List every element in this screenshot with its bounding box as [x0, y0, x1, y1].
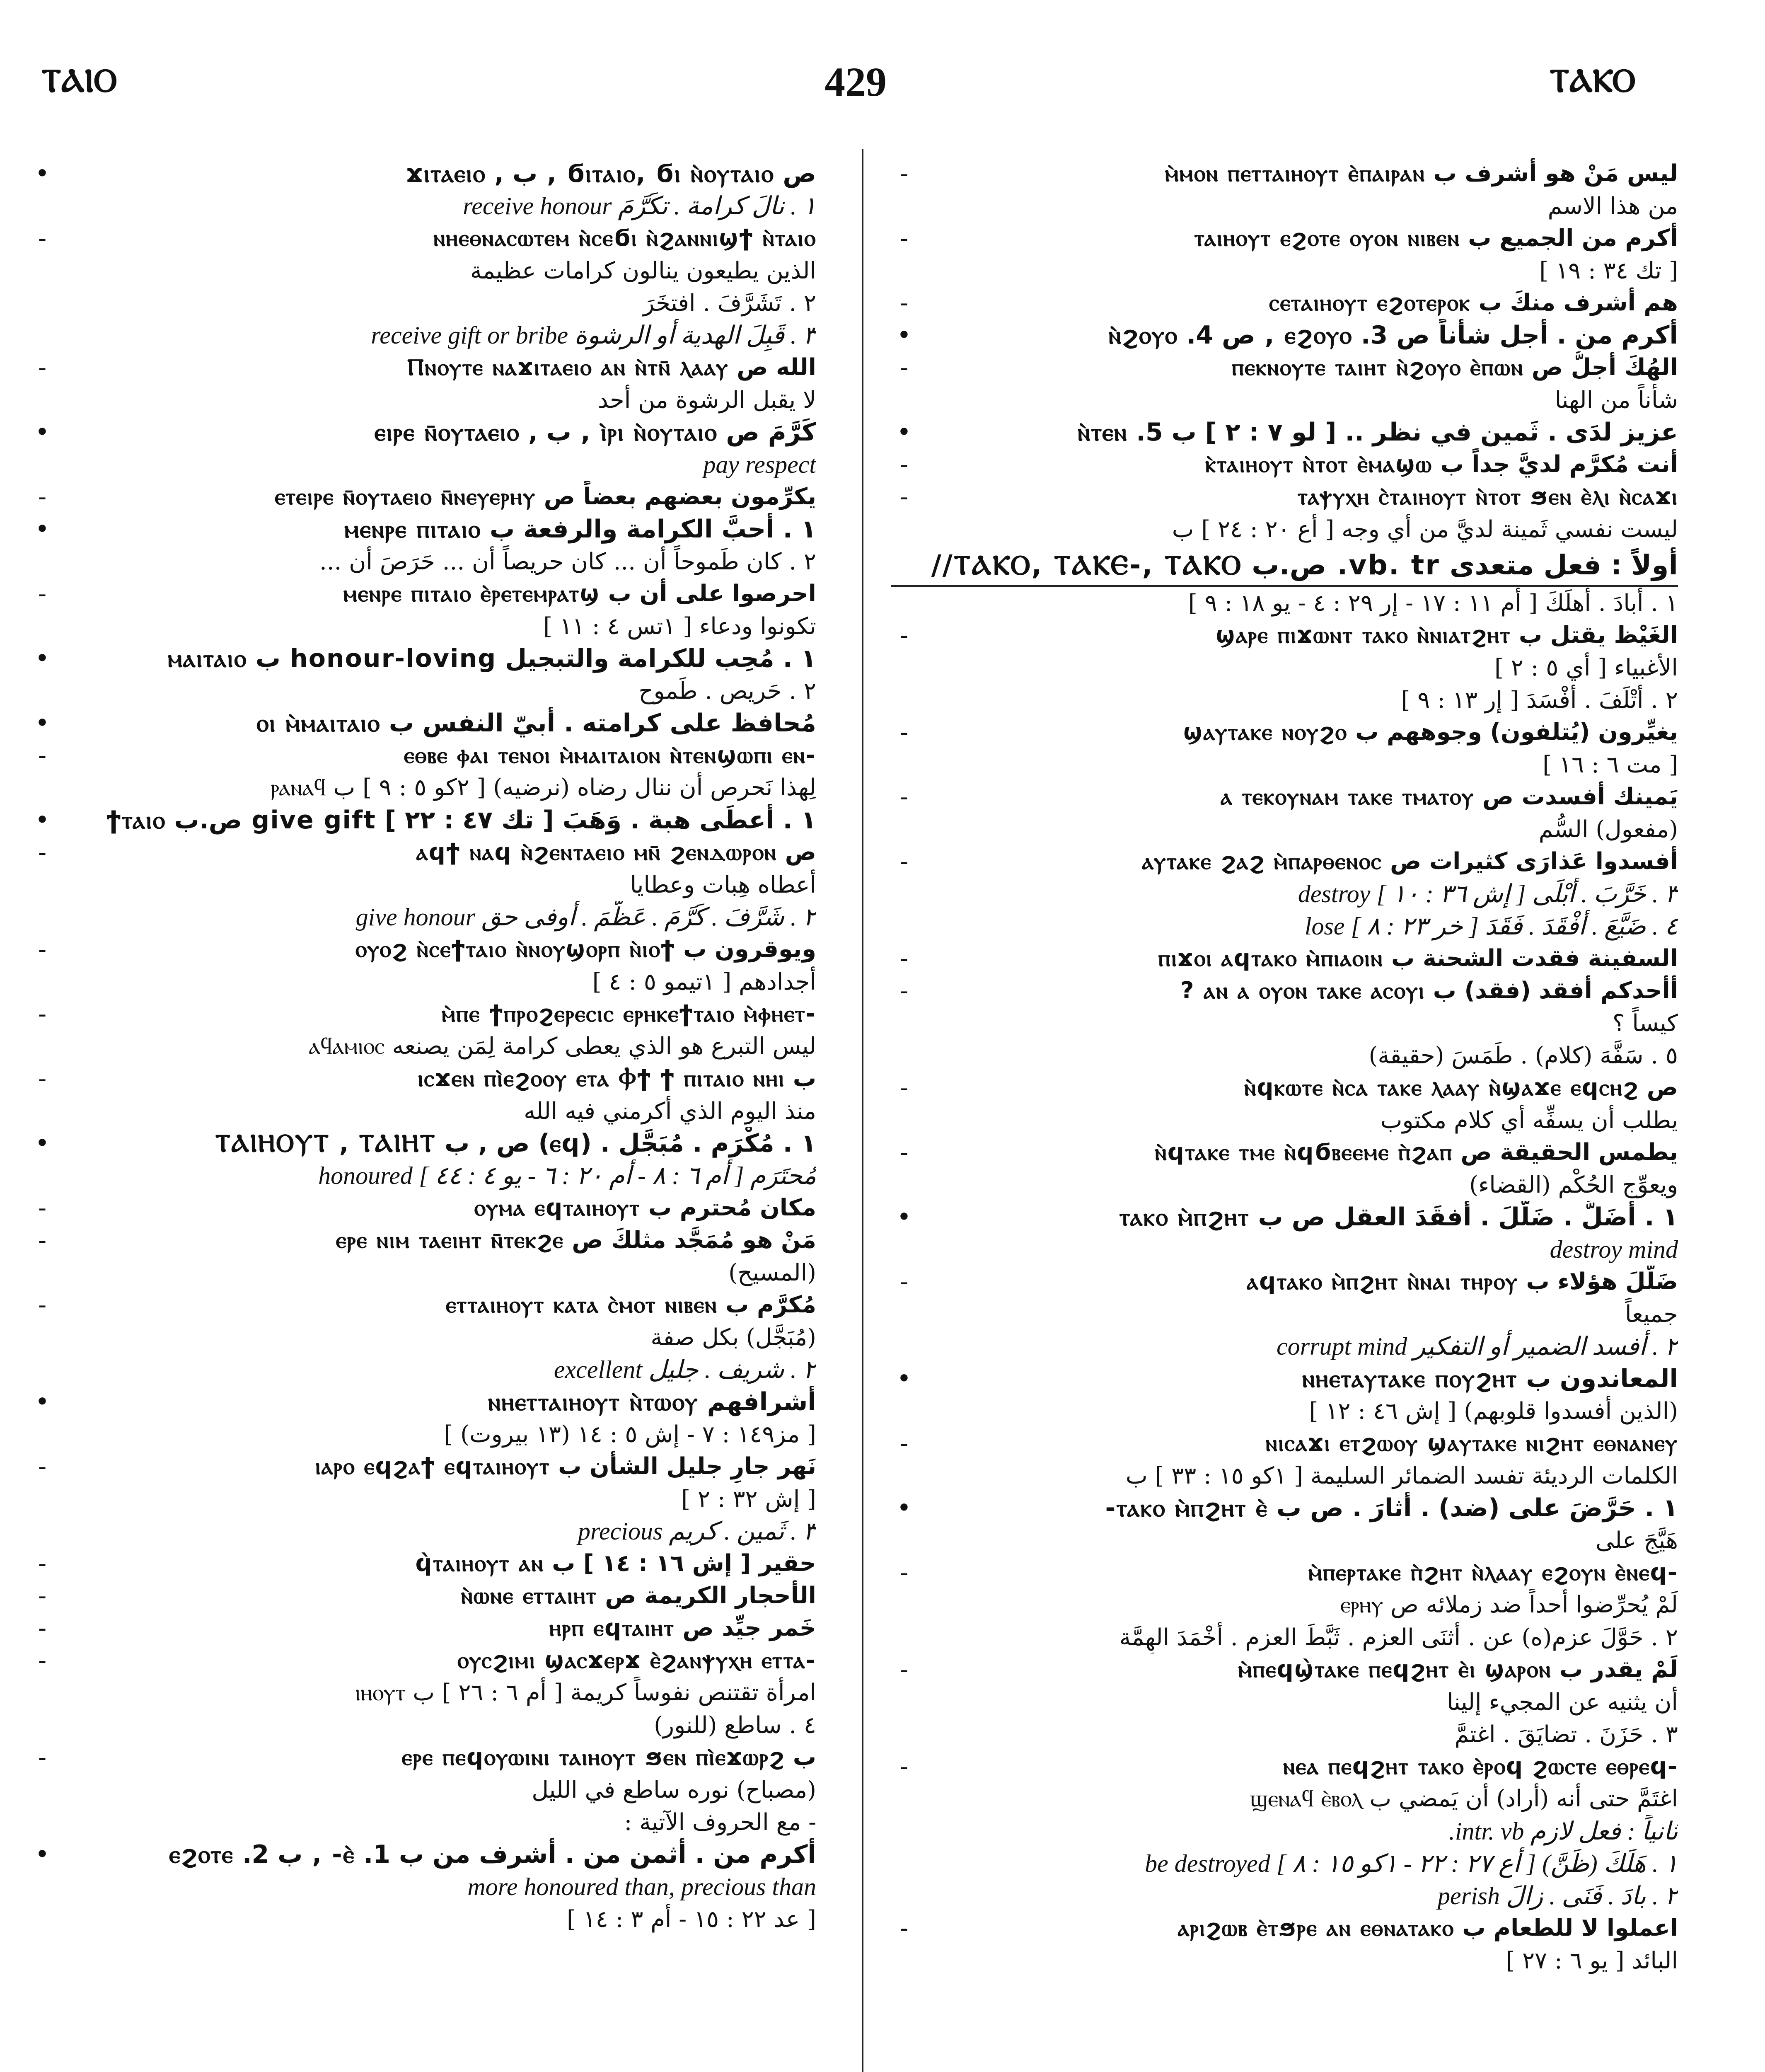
dictionary-line-entry [891, 1201, 1678, 1233]
dictionary-line-sub [29, 578, 816, 610]
dictionary-line-gloss [891, 1718, 1678, 1750]
dictionary-line-sub [891, 448, 1678, 481]
dictionary-line-entry [29, 513, 816, 545]
dictionary-line-entry [891, 416, 1678, 448]
dictionary-line-entry [891, 319, 1678, 351]
entry-bullet: • [897, 1493, 912, 1523]
dictionary-line-gloss [891, 651, 1678, 684]
line-text: أكرم من الجميع ب ⲧⲁⲓⲏⲟⲩⲧ ⲉϩⲟⲧⲉ ⲟⲩⲟⲛ ⲛⲓⲃⲉⲛ [1194, 225, 1678, 252]
line-text: عزيز لدَى . ثَمين في نظر .. [ لو ٧ : ٢ ] ب 5. ⲛ̀ⲧⲉⲛ [1077, 418, 1678, 447]
dictionary-line-gloss [891, 513, 1678, 545]
entry-bullet: • [35, 806, 50, 835]
line-text: مَنْ هو مُمَجَّد مثلكَ ص ⲉⲣⲉ ⲛⲓⲙ ⲧⲁⲉⲓⲏⲧ ⲛ̄ⲧⲉⲕϩⲉ [336, 1227, 816, 1254]
line-text: ٢ . بادَ . فَنَى . زالَ perish [1438, 1882, 1678, 1910]
dictionary-line-gloss [891, 1039, 1678, 1072]
dictionary-line-gloss [891, 587, 1678, 619]
dictionary-line-entry [29, 416, 816, 448]
line-text: أأحدكم أفقد (فقد) ب ⲁⲛ ⲁ ⲟⲩⲟⲛ ⲧⲁⲕⲉ ⲁⲥⲟⲩⲓ ? [1180, 977, 1678, 1004]
dictionary-line-gloss [29, 1806, 816, 1838]
line-text: ضَلَّلَ هؤلاء ب ⲁϥⲧⲁⲕⲟ ⲙ̀ⲡϩⲏⲧ ⲛ̀ⲛⲁⲓ ⲧⲏⲣⲟⲩ [1247, 1268, 1678, 1295]
line-text: ليس التبرع هو الذي يعطى كرامة لِمَن يصنعه ⲁϥⲁⲙⲓⲟⲥ [309, 1033, 816, 1060]
line-text: ١ . أبادَ . أهلَكَ [ أم ١١ : ١٧ - إر ٢٩ : ٤ - يو ١٨ : ٩ ] [1188, 589, 1678, 617]
line-text: ٤ . ساطع (للنور) [654, 1711, 816, 1739]
dictionary-line-en [891, 1330, 1678, 1363]
line-text: الهُكَ أجلُّ ص ⲡⲉⲕⲛⲟⲩⲧⲉ ⲧⲁⲓⲏⲧ ⲛ̀ϩⲟⲩⲟ ⲉ̀ⲡⲱⲛ [1231, 354, 1678, 381]
line-text: الكلمات الرديئة تفسد الضمائر السليمة [ ١كو ١٥ : ٣٣ ] ب [1125, 1462, 1678, 1489]
line-text: (الذين أفسدوا قلوبهم) [ إش ٤٦ : ١٢ ] [1309, 1397, 1678, 1425]
line-text: ١ . أعطَى هبة . وَهَبَ [ تك ٤٧ : ٢٢ ] give gift ص.ب ϯⲧⲁⲓⲟ [106, 806, 816, 835]
dictionary-line-sub [29, 1547, 816, 1580]
dictionary-line-sub [29, 1741, 816, 1774]
sub-entry-dash: - [38, 353, 47, 382]
line-text: أكرم من . أجل شأناً ص 3. ⲉϩⲟⲩⲟ , ص 4. ⲛ̀ϩⲟⲩⲟ [1108, 321, 1678, 350]
entry-bullet: • [35, 1840, 50, 1869]
entry-bullet: • [35, 515, 50, 544]
dictionary-line-gloss [891, 1589, 1678, 1621]
dictionary-line-sub [29, 1450, 816, 1483]
line-text: امرأة تقتنص نفوساً كريمة [ أم ٦ : ٢٦ ] ب ⲓⲏⲟⲩⲧ [355, 1679, 816, 1706]
line-text: الأحجار الكريمة ص ⲛ̀ⲱⲛⲉ ⲉⲧⲧⲁⲓⲏⲧ [461, 1582, 816, 1609]
line-text: اغتَمَّ حتى أنه (أراد) أن يَمضي ب ϣⲉⲛⲁϥ ⲉ̀ⲃⲟⲗ [1250, 1785, 1678, 1812]
dictionary-line-gloss [29, 610, 816, 642]
line-text: البائد [ يو ٦ : ٢٧ ] [1506, 1947, 1678, 1974]
line-text: هَيَّجَ على [1595, 1527, 1678, 1554]
dictionary-line-gloss [891, 1783, 1678, 1815]
line-text: ⲛⲓⲥⲁϫⲓ ⲉⲧϩⲱⲟⲩ ϣⲁⲩⲧⲁⲕⲉ ⲛⲓϩⲏⲧ ⲉⲑⲛⲁⲛⲉⲩ [1265, 1430, 1678, 1457]
dictionary-line-sub [891, 1556, 1678, 1589]
line-text: ٤ . ضَيَّعَ . أفْقَدَ . فَقَدَ [ خر ٢٣ : ٨ ] lose [1304, 913, 1678, 940]
dictionary-line-sub [29, 1224, 816, 1256]
sub-entry-dash: - [38, 1614, 47, 1643]
dictionary-line-entry [29, 642, 816, 675]
line-text: أجدادهم [ ١تيمو ٥ : ٤ ] [592, 968, 816, 995]
line-text: المعاندون ب ⲛⲏⲉⲧⲁⲩⲧⲁⲕⲉ ⲡⲟⲩϩⲏⲧ [1302, 1364, 1678, 1393]
line-text: ٥ . سَفَّهَ (كلام) . طَمَسَ (حقيقة) [1368, 1042, 1678, 1069]
dictionary-line-gloss [891, 1104, 1678, 1136]
dictionary-line-entry [29, 1838, 816, 1871]
dictionary-line-sub [29, 998, 816, 1030]
sub-entry-dash: - [38, 935, 47, 964]
line-text: ⲙ̀ⲡⲉ ϯⲡⲣⲟϩⲉⲣⲉⲥⲓⲥ ⲉⲣⲏⲕⲉϯⲧⲁⲓⲟ ⲙ̀ⲫⲏⲉⲧ- [441, 1000, 816, 1027]
sub-entry-dash: - [899, 1429, 909, 1458]
line-text: ب ⲓⲥϫⲉⲛ ⲡⲓ̀ⲉϩⲟⲟⲩ ⲉⲧⲁ Ⲫϯ ϯ ⲡⲓⲧⲁⲓⲟ ⲛⲏⲓ [418, 1065, 816, 1092]
dictionary-line-en [29, 1871, 816, 1903]
dictionary-line-gloss [29, 1095, 816, 1127]
line-text: جميعاً [1625, 1300, 1678, 1328]
sub-entry-dash: - [899, 976, 909, 1005]
sub-entry-dash: - [899, 944, 909, 973]
dictionary-line-en [891, 1880, 1678, 1912]
line-text: ويعوِّج الحُكْم (القضاء) [1469, 1171, 1678, 1198]
line-text: لَمْ يُحرِّضوا أحداً ضد زملائه ص ⲉⲣⲏⲩ [1340, 1591, 1678, 1618]
line-text: يكرِّمون بعضهم بعضاً ص ⲉⲧⲉⲓⲣⲉ ⲛ̄ⲟⲩⲧⲁⲉⲓⲟ ⲛ̄ⲛⲉⲩⲉⲣⲏⲩ [275, 483, 816, 510]
column-divider [862, 149, 863, 2072]
line-text: يطمس الحقيقة ص ⲛ̀ϥⲧⲁⲕⲉ ⲧⲙⲉ ⲛ̀ϥϭⲃⲉⲉⲙⲉ ⲡ̀ϩⲁⲡ [1155, 1139, 1678, 1166]
dictionary-line-gloss [891, 684, 1678, 716]
dictionary-line-sub [891, 1427, 1678, 1460]
sub-entry-dash: - [38, 1646, 47, 1675]
dictionary-line-sub [29, 1192, 816, 1224]
entry-bullet: • [897, 1203, 912, 1232]
dictionary-line-sub [891, 845, 1678, 878]
dictionary-line-gloss [29, 1903, 816, 1935]
sub-entry-dash: - [38, 1743, 47, 1772]
line-text: ٢ . كان طَموحاً أن ... كان حريصاً أن ... حَرَصَ أن ... [319, 548, 816, 575]
dictionary-line-sub [891, 351, 1678, 384]
dictionary-line-gloss [29, 1321, 816, 1353]
line-text: ⲛⲏⲉⲑⲛⲁⲥⲱⲧⲉⲙ ⲛ̀ⲥⲉϭⲓ ⲛ̀ϩⲁⲛⲛⲓϣϯ ⲛ̀ⲧⲁⲓⲟ [433, 225, 816, 252]
line-text: ٢ . تَشَرَّفَ . افتخَرَ [643, 289, 816, 317]
line-text: ٢ . شريف . جليل excellent [554, 1356, 816, 1383]
line-text: مُحتَرَم [ أم ٦ : ٨ - أم ٢٠ : ٦ - يو ٤ : ٤٤ ] honoured [318, 1162, 816, 1189]
dictionary-line-sub [891, 1072, 1678, 1104]
sub-entry-dash: - [899, 1138, 909, 1167]
sub-entry-dash: - [899, 450, 909, 479]
sub-entry-dash: - [899, 1655, 909, 1684]
line-text: ٣ . حَزَنَ . تضايَقَ . اغتمَّ [1454, 1721, 1678, 1748]
line-text: (مُبَجَّل) بكل صفة [650, 1324, 816, 1351]
dictionary-line-gloss [29, 772, 816, 804]
dictionary-line-gloss [891, 748, 1678, 781]
line-text: كَرَّمَ ص ⲓ̀ⲣⲓ ⲛ̀ⲟⲩⲧⲁⲓⲟ , ب , ⲉⲓⲣⲉ ⲛ̄ⲟⲩⲧⲁⲉⲓⲟ [374, 418, 816, 447]
sub-entry-dash: - [899, 224, 909, 253]
dictionary-line-sub [29, 1063, 816, 1095]
line-text: ⲙ̀ⲡⲉⲣⲧⲁⲕⲉ ⲡ̀ϩⲏⲧ ⲛ̀ⲗⲁⲁⲩ ⲉϩⲟⲩⲛ ⲉ̀ⲛⲉϥ- [1308, 1559, 1678, 1586]
sub-entry-dash: - [899, 847, 909, 876]
running-head-right: ⲦⲀⲔⲞ [1550, 62, 1636, 99]
dictionary-line-sub [891, 781, 1678, 813]
dictionary-line-gloss [891, 1944, 1678, 1977]
sub-entry-dash: - [899, 1752, 909, 1781]
line-text: مكان مُحترم ب ⲟⲩⲙⲁ ⲉϥⲧⲁⲓⲏⲟⲩⲧ [474, 1194, 816, 1221]
line-text: - مع الحروف الآتية : [624, 1808, 816, 1836]
dictionary-line-sub [29, 1289, 816, 1321]
dictionary-line-sub [29, 739, 816, 772]
line-text: [ عد ٢٢ : ١٥ - أم ٣ : ١٤ ] [567, 1905, 816, 1933]
dictionary-line-gloss [29, 384, 816, 416]
sub-entry-dash: - [38, 1290, 47, 1319]
dictionary-line-gloss [891, 1621, 1678, 1653]
dictionary-line-entry [29, 157, 816, 190]
dictionary-line-entry [891, 1363, 1678, 1395]
dictionary-line-sub [29, 222, 816, 254]
line-text: ١ . هَلَكَ (ظَنَّ) [ أع ٢٧ : ٢٢ - ١كو ١٥ : ٨ ] be destroyed [1145, 1850, 1678, 1877]
dictionary-line-gloss [29, 287, 816, 319]
entry-bullet: • [35, 159, 50, 188]
line-text: ١ . حَرَّضَ على (ضد) . أثارَ . ص ب ⲧⲁⲕⲟ ⲙ̀ⲡϩⲏⲧ ⲉ̀- [1105, 1493, 1678, 1523]
dictionary-line-gloss [29, 1774, 816, 1806]
dictionary-line-gloss [29, 1418, 816, 1450]
line-text: ليس مَنْ هو أشرف ب ⲙ̀ⲙⲟⲛ ⲡⲉⲧⲧⲁⲓⲏⲟⲩⲧ ⲉ̀ⲡⲁⲓⲣⲁⲛ [1165, 160, 1678, 187]
line-text: [ مز١٤٩ : ٧ - إش ٥ : ١٤ (١٣ بيروت) ] [444, 1421, 816, 1448]
sub-entry-dash: - [899, 482, 909, 511]
line-text: السفينة فقدت الشحنة ب ⲡⲓϫⲟⲓ ⲁϥⲧⲁⲕⲟ ⲙ̀ⲡⲓⲁⲟⲓⲛ [1158, 945, 1678, 972]
line-text: ليست نفسي ثَمينة لديَّ من أي وجه [ أع ٢٠ : ٢٤ ] ب [1172, 516, 1678, 543]
sub-entry-dash: - [38, 482, 47, 511]
line-text: أن يثنيه عن المجيء إلينا [1447, 1688, 1678, 1716]
line-text: ويوقرون ب ⲟⲩⲟϩ ⲛ̀ⲥⲉϯⲧⲁⲓⲟ ⲛ̀ⲛⲟⲩϣⲟⲣⲡ ⲛ̀ⲓⲟϯ [355, 936, 816, 963]
line-text: شأناً من الهنا [1555, 386, 1678, 414]
entry-bullet: • [35, 418, 50, 447]
line-text: حقير [ إش ١٦ : ١٤ ] ب ϥ̀ⲧⲁⲓⲏⲟⲩⲧ ⲁⲛ [415, 1550, 816, 1577]
line-text: ١ . نالَ كرامة . تكَرَّمَ receive honour [463, 192, 816, 220]
dictionary-line-en [29, 319, 816, 351]
dictionary-line-entry [29, 707, 816, 739]
line-text: يطلب أن يسفِّه أي كلام مكتوب [1380, 1106, 1678, 1134]
line-text: ⲉⲑⲃⲉ ⲫⲁⲓ ⲧⲉⲛⲟⲓ ⲙ̀ⲙⲁⲓⲧⲁⲓⲟⲛ ⲛ̀ⲧⲉⲛϣⲱⲡⲓ ⲉⲛ- [404, 742, 816, 769]
line-text: الغَيْظ يقتل ب ϣⲁⲣⲉ ⲡⲓϫⲱⲛⲧ ⲧⲁⲕⲟ ⲛ̀ⲛⲓⲁⲧϩⲏⲧ [1216, 622, 1678, 649]
line-text: ٢ . حَريص . طَموح [638, 677, 816, 704]
line-text: أفسدوا عَذارَى كثيرات ص ⲁⲩⲧⲁⲕⲉ ϩⲁϩ ⲙ̀ⲡⲁⲣⲑⲉⲛⲟⲥ [1142, 848, 1678, 875]
sub-entry-dash: - [899, 353, 909, 382]
line-text: أكرم من . أثمن من . أشرف من ب 1. ⲉ̀- , ب 2. ⲉϩⲟⲧⲉ [169, 1840, 816, 1869]
line-text: مُكرَّم ب ⲉⲧⲧⲁⲓⲏⲟⲩⲧ ⲕⲁⲧⲁ ⲥ̀ⲙⲟⲧ ⲛⲓⲃⲉⲛ [446, 1291, 816, 1318]
entry-bullet: • [897, 321, 912, 350]
line-text: [ إش ٣٢ : ٢ ] [681, 1485, 816, 1513]
entry-bullet: • [35, 1387, 50, 1416]
line-text: أعطاه هِبات وعطايا [630, 871, 816, 898]
dictionary-line-gloss [29, 1709, 816, 1741]
entry-bullet: • [897, 1364, 912, 1393]
line-text: الله ص Ⲡⲛⲟⲩⲧⲉ ⲛⲁϫⲓⲧⲁⲉⲓⲟ ⲁⲛ ⲛ̀ⲧⲛ̄ ⲗⲁⲁⲩ [407, 354, 816, 381]
page-number: 429 [824, 59, 887, 105]
sub-entry-dash: - [38, 741, 47, 770]
left-column [29, 157, 816, 2072]
line-text: أشرافهم ⲛⲏⲉⲧⲧⲁⲓⲏⲟⲩⲧ ⲛ̀ⲧⲱⲟⲩ [488, 1387, 816, 1416]
sub-entry-dash: - [38, 224, 47, 253]
sub-entry-dash: - [38, 1452, 47, 1481]
line-text: more honoured than, precious than [467, 1873, 816, 1900]
dictionary-line-gloss [891, 813, 1678, 845]
dictionary-line-sub [891, 287, 1678, 319]
line-text: لِهذا نَحرص أن ننال رضاه (نرضيه) [ ٢كو ٥ : ٩ ] ب ⲣⲁⲛⲁϥ [271, 774, 816, 801]
dictionary-line-gloss [891, 1007, 1678, 1039]
dictionary-line-gloss [891, 254, 1678, 287]
line-text: منذ اليوم الذي أكرمني فيه الله [524, 1097, 816, 1125]
entry-bullet: • [35, 1129, 50, 1158]
line-text: ٣ . خَرَّبَ . أبْلَى [ إش ٣٦ : ١٠ ] destroy [1298, 880, 1678, 908]
dictionary-line-gloss [891, 384, 1678, 416]
dictionary-line-sub [891, 1136, 1678, 1169]
line-text: (المسيح) [728, 1259, 816, 1286]
line-text: ٢ . حَوَّلَ عزم(ه) عن . أثنَى العزم . ثَبَّطَ العزم . أخْمَدَ الهِمَّة [1119, 1624, 1678, 1651]
sub-entry-dash: - [899, 621, 909, 650]
dictionary-line-gloss [891, 1169, 1678, 1201]
line-text: الأغبياء [ أي ٥ : ٢ ] [1494, 654, 1678, 681]
dictionary-line-sub [891, 1750, 1678, 1783]
sub-entry-dash: - [899, 288, 909, 317]
dictionary-line-en [29, 1159, 816, 1192]
line-text: ثانياً : فعل لازم intr. vb. [1448, 1818, 1678, 1845]
dictionary-line-en [29, 1515, 816, 1547]
line-text: ١ . مُكْرَم . مُبَجَّل . (ⲉϥ) ص , ب ⲦⲀⲒⲎⲞⲨⲦ , ⲦⲀⲒⲎⲦ [215, 1129, 816, 1158]
dictionary-line-entry [29, 1127, 816, 1159]
line-text: ⲟⲩⲥϩⲓⲙⲓ ϣⲁⲥϫⲉⲣϫ ⲉ̀ϩⲁⲛⲯⲩⲭⲏ ⲉⲧⲧⲁ- [457, 1647, 816, 1674]
dictionary-line-sub [29, 481, 816, 513]
dictionary-line-sub [891, 975, 1678, 1007]
dictionary-line-en [891, 1847, 1678, 1880]
line-text: [ مت ٦ : ١٦ ] [1543, 751, 1678, 778]
line-text: احرصوا على أن ب ⲙⲉⲛⲣⲉ ⲡⲓⲧⲁⲓⲟ ⲉ̀ⲣⲉⲧⲉⲙⲣⲁⲧϣ [343, 580, 816, 607]
line-text: تكونوا ودعاء [ ١تس ٤ : ١١ ] [543, 612, 816, 640]
dictionary-line-sub [29, 351, 816, 384]
line-text: يَمينك أفسدت ص ⲁ ⲧⲉⲕⲟⲩⲛⲁⲙ ⲧⲁⲕⲉ ⲧⲙⲁⲧⲟⲩ [1221, 783, 1678, 810]
dictionary-line-entry [29, 804, 816, 836]
dictionary-line-gloss [29, 1256, 816, 1289]
dictionary-line-entry [891, 1492, 1678, 1524]
line-text: [ تك ٣٤ : ١٩ ] [1539, 257, 1678, 284]
dictionary-line-head [891, 545, 1678, 587]
line-text: نَهر جارٍ جليل الشأن ب ⲓⲁⲣⲟ ⲉϥϩⲁϯ ⲉϥⲧⲁⲓⲏⲟⲩⲧ [315, 1453, 816, 1480]
dictionary-line-sub [891, 1653, 1678, 1686]
dictionary-line-en [891, 1233, 1678, 1266]
dictionary-line-en [29, 448, 816, 481]
line-text: ١ . أضَلَّ . ضَلَّلَ . أفقَدَ العقل ص ب ⲧⲁⲕⲟ ⲙ̀ⲡϩⲏⲧ [1119, 1203, 1678, 1232]
dictionary-line-en [29, 190, 816, 222]
dictionary-line-gloss [891, 1298, 1678, 1330]
dictionary-line-gloss [891, 1686, 1678, 1718]
dictionary-line-sub [29, 836, 816, 869]
line-text: لا يقبل الرشوة من أحد [597, 386, 816, 414]
dictionary-line-gloss [29, 869, 816, 901]
line-text: ص ⲛ̀ϥⲕⲱⲧⲉ ⲛ̀ⲥⲁ ⲧⲁⲕⲉ ⲗⲁⲁⲩ ⲛ̀ϣⲁϫⲉ ⲉϥⲥⲏϩ [1244, 1074, 1678, 1101]
dictionary-line-sub [891, 1266, 1678, 1298]
line-text: destroy mind [1550, 1235, 1678, 1263]
dictionary-line-sub [891, 942, 1678, 975]
sub-entry-dash: - [38, 579, 47, 608]
line-text: ٢ . أتْلَفَ . أفْسَدَ [ إر ١٣ : ٩ ] [1401, 686, 1678, 714]
dictionary-line-sub [29, 1644, 816, 1677]
dictionary-line-gloss [29, 545, 816, 578]
dictionary-line-gloss [891, 1524, 1678, 1556]
line-text: pay respect [703, 450, 816, 478]
dictionary-line-en [29, 1353, 816, 1386]
sub-entry-dash: - [38, 1064, 47, 1093]
entry-bullet: • [35, 644, 50, 673]
line-text: اعملوا لا للطعام ب ⲁⲣⲓϩⲱⲃ ⲉ̀ⲧϧⲣⲉ ⲁⲛ ⲉⲑⲛⲁⲧⲁⲕⲟ [1177, 1915, 1678, 1941]
line-text: مُحافظ على كرامته . أبيّ النفس ب ⲟⲓ ⲙ̀ⲙⲁⲓⲧⲁⲓⲟ [256, 709, 816, 738]
dictionary-line-en [891, 910, 1678, 942]
dictionary-line-gloss [29, 1483, 816, 1515]
dictionary-line-sub [891, 716, 1678, 748]
entry-bullet: • [897, 418, 912, 447]
dictionary-line-gloss [29, 675, 816, 707]
line-text: ⲧⲁⲯⲩⲭⲏ ⲥ̀ⲧⲁⲓⲏⲟⲩⲧ ⲛ̀ⲧⲟⲧ ϧⲉⲛ ⲉ̀ⲗⲓ ⲛ̀ⲥⲁϫⲓ [1297, 483, 1678, 510]
dictionary-line-gloss [891, 1460, 1678, 1492]
sub-entry-dash: - [38, 1000, 47, 1029]
dictionary-line-en [891, 1815, 1678, 1847]
sub-entry-dash: - [899, 782, 909, 811]
dictionary-line-en [29, 901, 816, 933]
dictionary-line-sub [891, 157, 1678, 190]
line-text: ٣ . ثَمين . كريم precious [578, 1518, 816, 1545]
line-text: ١ . مُحِب للكرامة والتبجيل honour-loving ب ⲙⲁⲓⲧⲁⲓⲟ [167, 644, 816, 673]
dictionary-line-gloss [29, 254, 816, 287]
dictionary-line-sub [891, 481, 1678, 513]
line-text: ب ⲉⲣⲉ ⲡⲉϥⲟⲩⲱⲓⲛⲓ ⲧⲁⲓⲏⲟⲩⲧ ϧⲉⲛ ⲡⲓ̀ⲉϫⲱⲣϩ [401, 1744, 816, 1771]
running-head-left: ⲦⲀⲒⲞ [41, 62, 117, 99]
line-text: (مصباح) نوره ساطع في الليل [532, 1776, 816, 1803]
line-text: ٣ . قَبِلَ الهدية أو الرشوة receive gift or bribe [371, 322, 816, 349]
line-text: خَمر جيِّد ص ⲏⲣⲡ ⲉϥⲧⲁⲓⲏⲧ [549, 1615, 816, 1641]
sub-entry-dash: - [899, 718, 909, 747]
sub-entry-dash: - [38, 1549, 47, 1578]
dictionary-line-gloss [29, 1030, 816, 1063]
dictionary-line-sub [891, 1912, 1678, 1944]
line-text: أنت مُكرَّم لديَّ جداً ب ⲕ̀ⲧⲁⲓⲏⲟⲩⲧ ⲛ̀ⲧⲟⲧ ⲉ̀ⲙⲁϣⲱ [1205, 451, 1678, 478]
sub-entry-dash: - [38, 1226, 47, 1255]
line-text: هم أشرف منكَ ب ⲥⲉⲧⲁⲓⲏⲟⲩⲧ ⲉϩⲟⲧⲉⲣⲟⲕ [1269, 289, 1678, 316]
sub-entry-dash: - [38, 1581, 47, 1610]
dictionary-line-sub [891, 619, 1678, 651]
dictionary-line-en [891, 878, 1678, 910]
line-text: ٢ . شَرَّفَ . كَرَّمَ . عَظَّمَ . أوفى حق give honour [355, 903, 816, 931]
line-text: أولاً : فعل متعدى vb. tr. ص.ب ⲦⲀⲔⲞ, ⲦⲀⲔⲈ-, ⲦⲀⲔⲞ// [931, 549, 1678, 581]
dictionary-line-entry [29, 1386, 816, 1418]
dictionary-line-sub [29, 933, 816, 966]
line-text: (مفعول) السُّم [1538, 816, 1678, 843]
sub-entry-dash: - [899, 1558, 909, 1587]
line-text: كيساً ؟ [1612, 1009, 1678, 1037]
dictionary-line-gloss [29, 966, 816, 998]
line-text: من هذا الاسم [1547, 192, 1678, 220]
line-text: ص ϭⲓⲧⲁⲓⲟ, ϭⲓ ⲛ̀ⲟⲩⲧⲁⲓⲟ , ب , ϫⲓⲧⲁⲉⲓⲟ [406, 159, 816, 188]
line-text: ٢ . أفسد الضمير أو التفكير corrupt mind [1277, 1333, 1678, 1360]
right-column [891, 157, 1678, 2072]
sub-entry-dash: - [899, 1267, 909, 1296]
line-text: ص ⲁϥϯ ⲛⲁϥ ⲛ̀ϩⲉⲛⲧⲁⲉⲓⲟ ⲙⲛ̄ ϩⲉⲛⲇⲱⲣⲟⲛ [416, 839, 816, 866]
entry-bullet: • [35, 709, 50, 738]
sub-entry-dash: - [899, 1914, 909, 1943]
dictionary-line-sub [29, 1580, 816, 1612]
dictionary-line-gloss [891, 1395, 1678, 1427]
line-text: ⲛⲉⲁ ⲡⲉϥϩⲏⲧ ⲧⲁⲕⲟ ⲉ̀ⲣⲟϥ ϩⲱⲥⲧⲉ ⲉⲑⲣⲉϥ- [1283, 1753, 1678, 1780]
sub-entry-dash: - [899, 159, 909, 188]
line-text: لَمْ يقدر ب ⲙ̀ⲡⲉϥϣ̀ⲧⲁⲕⲉ ⲡⲉϥϩⲏⲧ ⲉ̀ⲓ ϣⲁⲣⲟⲛ [1238, 1656, 1678, 1683]
dictionary-line-gloss [891, 190, 1678, 222]
sub-entry-dash: - [38, 838, 47, 867]
line-text: الذين يطيعون ينالون كرامات عظيمة [470, 257, 816, 284]
line-text: يغيِّرون (يُتلفون) وجوههم ب ϣⲁⲩⲧⲁⲕⲉ ⲛⲟⲩϩⲟ [1183, 719, 1678, 746]
line-text: ١ . أحبَّ الكرامة والرفعة ب ⲙⲉⲛⲣⲉ ⲡⲓⲧⲁⲓⲟ [344, 515, 816, 544]
sub-entry-dash: - [38, 1193, 47, 1222]
dictionary-line-sub [891, 222, 1678, 254]
dictionary-line-sub [29, 1612, 816, 1644]
sub-entry-dash: - [899, 1073, 909, 1102]
dictionary-line-gloss [29, 1677, 816, 1709]
